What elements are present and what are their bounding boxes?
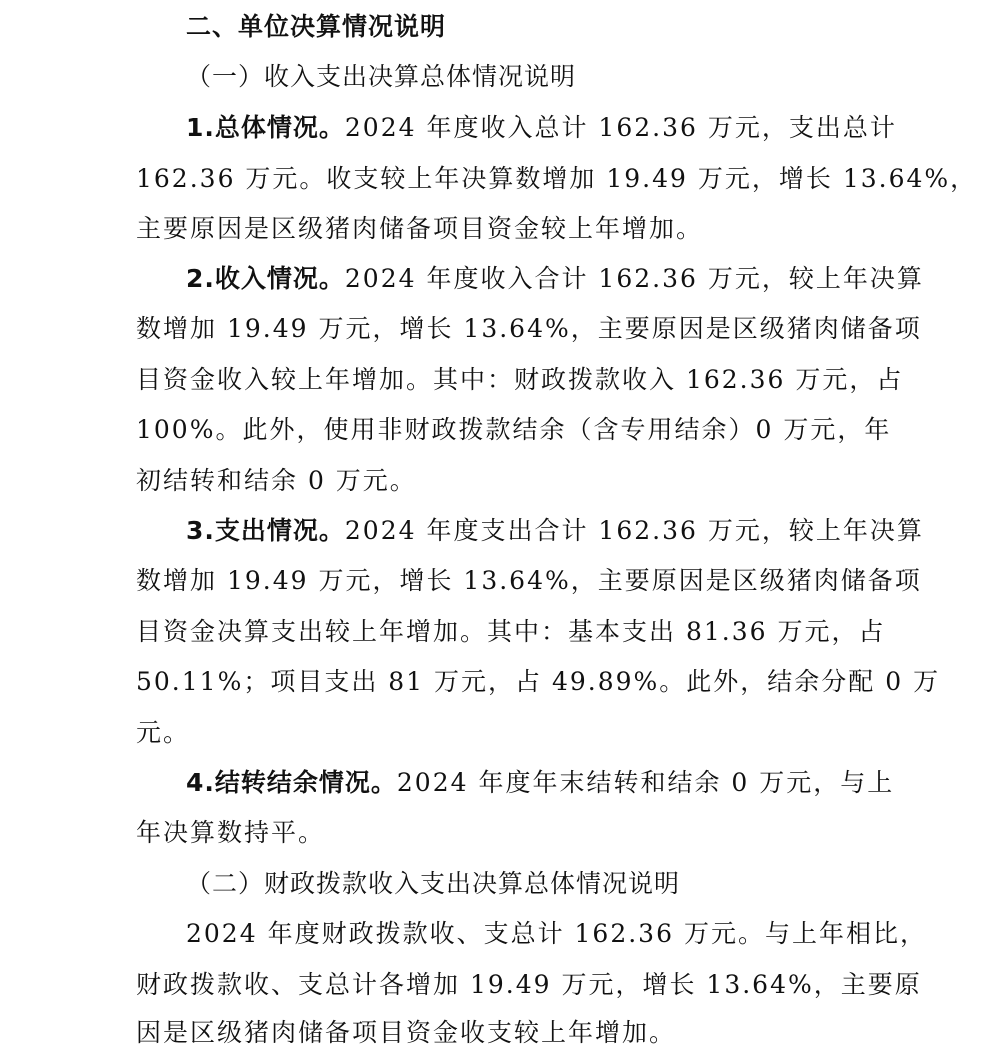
paragraph-3-line-1: 3.支出情况。2024 年度支出合计 162.36 万元，较上年决算: [186, 516, 924, 545]
paragraph-5-line-3: 因是区级猪肉储备项目资金收支较上年增加。: [136, 1018, 677, 1047]
paragraph-3-line-5: 元。: [136, 718, 191, 747]
subsection-title-2: （二）财政拨款收入支出决算总体情况说明: [186, 869, 681, 898]
paragraph-1-line-1: 1.总体情况。2024 年度收入总计 162.36 万元，支出总计: [186, 113, 897, 142]
paragraph-3-line-4: 50.11%；项目支出 81 万元，占 49.89%。此外，结余分配 0 万: [136, 667, 941, 696]
paragraph-2-line-5: 初结转和结余 0 万元。: [136, 466, 417, 495]
paragraph-5-line-1: 2024 年度财政拨款收、支总计 162.36 万元。与上年相比，: [186, 919, 927, 948]
paragraph-2-lead: 2.收入情况。: [186, 264, 345, 293]
paragraph-2-line-1: 2.收入情况。2024 年度收入合计 162.36 万元，较上年决算: [186, 264, 924, 293]
section-heading: 二、单位决算情况说明: [186, 12, 447, 41]
paragraph-3-line-2: 数增加 19.49 万元，增长 13.64%，主要原因是区级猪肉储备项: [136, 566, 922, 595]
paragraph-1-line-3: 主要原因是区级猪肉储备项目资金较上年增加。: [136, 214, 704, 243]
paragraph-5-line-2: 财政拨款收、支总计各增加 19.49 万元，增长 13.64%，主要原: [136, 970, 922, 999]
paragraph-4-line-2: 年决算数持平。: [136, 818, 326, 847]
paragraph-3-lead: 3.支出情况。: [186, 516, 345, 545]
paragraph-2-line-4: 100%。此外，使用非财政拨款结余（含专用结余）0 万元，年: [136, 415, 892, 444]
paragraph-3-line-3: 目资金决算支出较上年增加。其中：基本支出 81.36 万元，占: [136, 617, 886, 646]
paragraph-2-line-3: 目资金收入较上年增加。其中：财政拨款收入 162.36 万元，占: [136, 365, 904, 394]
paragraph-1-line-2: 162.36 万元。收支较上年决算数增加 19.49 万元，增长 13.64%，: [136, 164, 978, 193]
paragraph-4-line-1: 4.结转结余情况。2024 年度年末结转和结余 0 万元，与上: [186, 768, 895, 797]
paragraph-4-lead: 4.结转结余情况。: [186, 768, 397, 797]
subsection-title-1: （一）收入支出决算总体情况说明: [186, 62, 577, 91]
paragraph-2-line-2: 数增加 19.49 万元，增长 13.64%，主要原因是区级猪肉储备项: [136, 314, 922, 343]
paragraph-1-lead: 1.总体情况。: [186, 113, 345, 142]
